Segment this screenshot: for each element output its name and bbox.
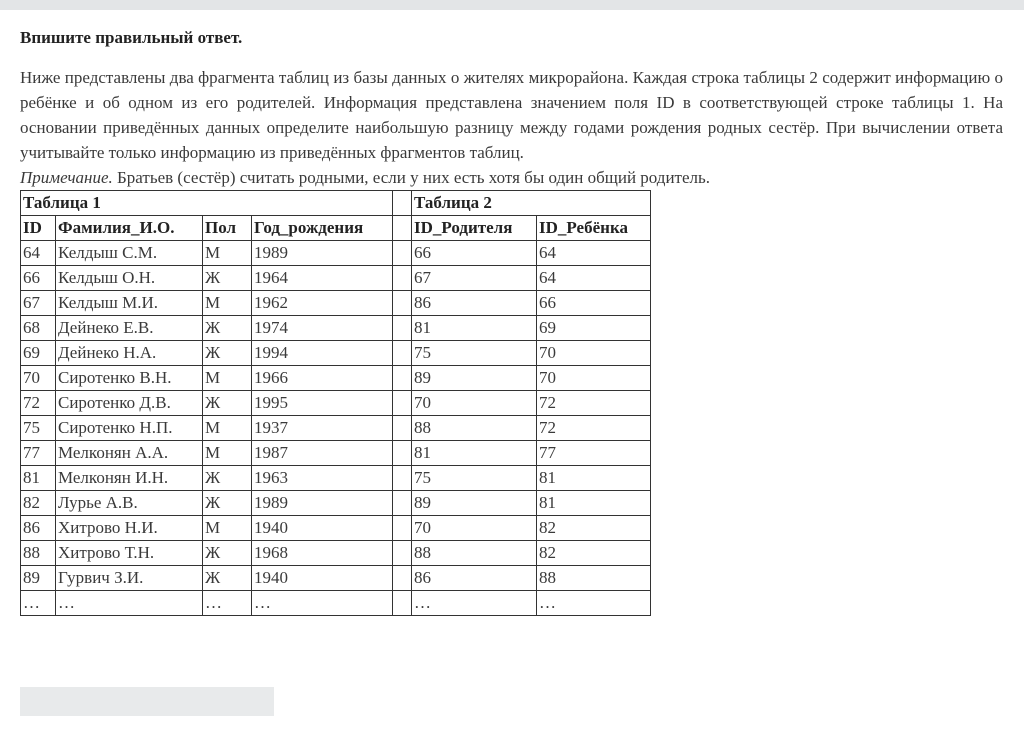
table-gap <box>393 441 412 466</box>
table-header-row <box>21 216 651 241</box>
table1-cell-sex: М <box>203 291 252 316</box>
table-title-row <box>21 191 651 216</box>
table1-cell-name: Гурвич З.И. <box>56 566 203 591</box>
table2-cell-child-id: 70 <box>537 341 651 366</box>
table1-cell-name: Сиротенко Н.П. <box>56 416 203 441</box>
table1-cell-birth-year: 1994 <box>252 341 393 366</box>
table1-header-name: Фамилия_И.О. <box>56 216 203 241</box>
answer-input[interactable] <box>20 687 274 716</box>
table2-cell-parent-id: 88 <box>412 416 537 441</box>
table1-cell-birth-year: 1987 <box>252 441 393 466</box>
table1-cell-birth-year: 1968 <box>252 541 393 566</box>
table1-cell-birth-year: … <box>252 591 393 616</box>
table-row <box>21 241 651 266</box>
table-gap <box>393 316 412 341</box>
table-gap <box>393 466 412 491</box>
table1-cell-id: 70 <box>21 366 56 391</box>
table1-cell-id: 82 <box>21 491 56 516</box>
table-row <box>21 541 651 566</box>
table2-cell-parent-id: 70 <box>412 516 537 541</box>
table1-header-birth-year: Год_рождения <box>252 216 393 241</box>
table-row <box>21 316 651 341</box>
table1-cell-sex: Ж <box>203 566 252 591</box>
table1-cell-name: Сиротенко Д.В. <box>56 391 203 416</box>
table2-cell-parent-id: 88 <box>412 541 537 566</box>
table1-cell-name: Келдыш М.И. <box>56 291 203 316</box>
table2-cell-parent-id: 66 <box>412 241 537 266</box>
table-gap <box>393 266 412 291</box>
table1-cell-birth-year: 1964 <box>252 266 393 291</box>
table2-cell-parent-id: 70 <box>412 391 537 416</box>
table2-cell-child-id: 64 <box>537 266 651 291</box>
table-row <box>21 266 651 291</box>
table2-cell-child-id: 64 <box>537 241 651 266</box>
table1-cell-birth-year: 1995 <box>252 391 393 416</box>
table-row <box>21 416 651 441</box>
table2-cell-parent-id: 81 <box>412 316 537 341</box>
table1-header-id: ID <box>21 216 56 241</box>
table1-cell-sex: Ж <box>203 491 252 516</box>
note-text: Братьев (сестёр) считать родными, если у них есть хотя бы один общий родитель. <box>112 168 711 187</box>
table1-cell-name: Лурье А.В. <box>56 491 203 516</box>
table1-cell-sex: Ж <box>203 266 252 291</box>
table-gap <box>393 241 412 266</box>
table1-cell-sex: Ж <box>203 316 252 341</box>
table1-cell-id: 88 <box>21 541 56 566</box>
table-row <box>21 341 651 366</box>
task-description <box>20 65 1003 190</box>
table1-cell-name: Сиротенко В.Н. <box>56 366 203 391</box>
table2-cell-child-id: 72 <box>537 416 651 441</box>
table-row <box>21 516 651 541</box>
table2-cell-child-id: … <box>537 591 651 616</box>
table1-title: Таблица 1 <box>21 191 393 216</box>
table1-cell-birth-year: 1989 <box>252 491 393 516</box>
table1-cell-name: Хитрово Т.Н. <box>56 541 203 566</box>
table1-cell-id: 86 <box>21 516 56 541</box>
table1-cell-id: 69 <box>21 341 56 366</box>
table1-cell-birth-year: 1966 <box>252 366 393 391</box>
table1-cell-birth-year: 1937 <box>252 416 393 441</box>
table-gap <box>393 541 412 566</box>
table1-cell-sex: Ж <box>203 391 252 416</box>
table1-cell-sex: Ж <box>203 466 252 491</box>
table1-cell-sex: М <box>203 441 252 466</box>
table1-cell-sex: М <box>203 516 252 541</box>
table1-cell-birth-year: 1962 <box>252 291 393 316</box>
table1-cell-birth-year: 1940 <box>252 516 393 541</box>
table1-cell-birth-year: 1989 <box>252 241 393 266</box>
table2-cell-child-id: 72 <box>537 391 651 416</box>
table2-cell-parent-id: 89 <box>412 366 537 391</box>
table-row <box>21 366 651 391</box>
table2-cell-parent-id: 86 <box>412 566 537 591</box>
table-gap <box>393 491 412 516</box>
table2-cell-parent-id: 75 <box>412 466 537 491</box>
table1-cell-sex: М <box>203 366 252 391</box>
table-row <box>21 391 651 416</box>
table-gap <box>393 216 412 241</box>
table1-cell-id: 75 <box>21 416 56 441</box>
table1-cell-sex: М <box>203 416 252 441</box>
table-row <box>21 441 651 466</box>
table1-cell-sex: М <box>203 241 252 266</box>
table2-header-parent-id: ID_Родителя <box>412 216 537 241</box>
table-row <box>21 566 651 591</box>
table-gap <box>393 516 412 541</box>
table2-cell-child-id: 77 <box>537 441 651 466</box>
table1-cell-name: Келдыш С.М. <box>56 241 203 266</box>
table2-cell-parent-id: 86 <box>412 291 537 316</box>
table2-cell-child-id: 66 <box>537 291 651 316</box>
table1-cell-name: Хитрово Н.И. <box>56 516 203 541</box>
table-gap <box>393 566 412 591</box>
task-note <box>20 165 1003 190</box>
database-tables <box>20 190 651 616</box>
table-gap <box>393 391 412 416</box>
table1-cell-id: 67 <box>21 291 56 316</box>
table2-cell-parent-id: 67 <box>412 266 537 291</box>
table2-cell-parent-id: 89 <box>412 491 537 516</box>
table-gap <box>393 416 412 441</box>
table1-cell-id: 66 <box>21 266 56 291</box>
table2-cell-child-id: 88 <box>537 566 651 591</box>
table1-cell-id: 64 <box>21 241 56 266</box>
table2-cell-parent-id: … <box>412 591 537 616</box>
table1-cell-birth-year: 1963 <box>252 466 393 491</box>
table1-cell-id: … <box>21 591 56 616</box>
table-gap <box>393 291 412 316</box>
task-heading: Впишите правильный ответ. <box>20 28 243 47</box>
table1-cell-id: 68 <box>21 316 56 341</box>
table-gap <box>393 191 412 216</box>
table1-cell-birth-year: 1940 <box>252 566 393 591</box>
table-row <box>21 591 651 616</box>
table1-cell-sex: Ж <box>203 541 252 566</box>
table2-cell-parent-id: 81 <box>412 441 537 466</box>
table1-cell-name: Мелконян А.А. <box>56 441 203 466</box>
table1-cell-id: 77 <box>21 441 56 466</box>
table1-cell-id: 89 <box>21 566 56 591</box>
table1-cell-name: Дейнеко Е.В. <box>56 316 203 341</box>
table2-title: Таблица 2 <box>412 191 651 216</box>
table1-cell-birth-year: 1974 <box>252 316 393 341</box>
table2-cell-child-id: 69 <box>537 316 651 341</box>
table1-cell-name: Мелконян И.Н. <box>56 466 203 491</box>
table-gap <box>393 366 412 391</box>
table1-cell-name: Келдыш О.Н. <box>56 266 203 291</box>
top-bar <box>0 0 1024 10</box>
table-row <box>21 291 651 316</box>
table2-header-child-id: ID_Ребёнка <box>537 216 651 241</box>
table2-cell-child-id: 70 <box>537 366 651 391</box>
table-gap <box>393 341 412 366</box>
table2-cell-child-id: 81 <box>537 491 651 516</box>
table2-cell-child-id: 81 <box>537 466 651 491</box>
task-paragraph: Ниже представлены два фрагмента таблиц из базы данных о жителях микрорайона. Каждая строка таблицы 2 содержит информацию о ребёнке и об одном из его родителей. Информация представлена значением поля ID в соответствующей строке таблицы 1. На основании приведённых данных определите наибольшую разницу между годами рождения родных сестёр. При вычислении ответа учитывайте только информацию из приведённых фрагментов таблиц. <box>20 68 1003 162</box>
table2-cell-parent-id: 75 <box>412 341 537 366</box>
note-label: Примечание. <box>20 168 113 187</box>
table1-cell-name: Дейнеко Н.А. <box>56 341 203 366</box>
table-row <box>21 466 651 491</box>
table1-cell-name: … <box>56 591 203 616</box>
table1-cell-id: 81 <box>21 466 56 491</box>
table1-cell-sex: Ж <box>203 341 252 366</box>
table2-cell-child-id: 82 <box>537 541 651 566</box>
table1-header-sex: Пол <box>203 216 252 241</box>
table1-cell-sex: … <box>203 591 252 616</box>
table-gap <box>393 591 412 616</box>
table1-cell-id: 72 <box>21 391 56 416</box>
table-row <box>21 491 651 516</box>
table2-cell-child-id: 82 <box>537 516 651 541</box>
